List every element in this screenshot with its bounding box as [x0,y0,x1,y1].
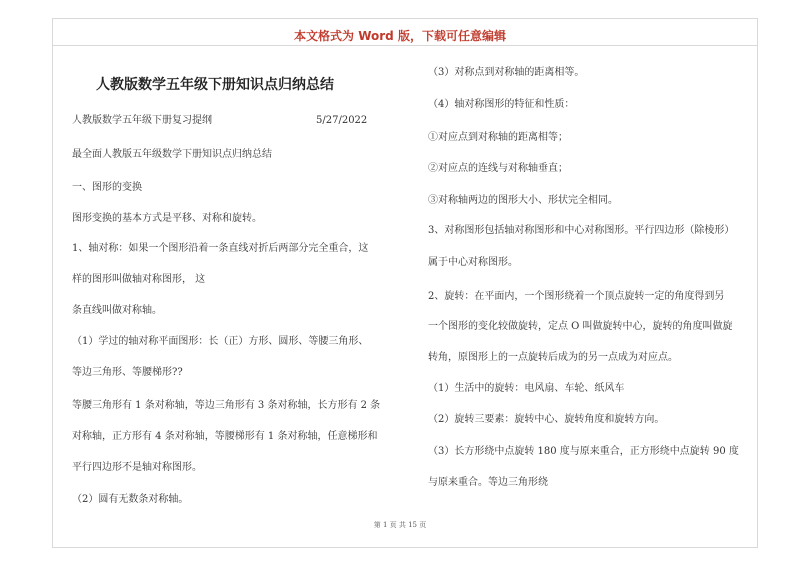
banner-divider [52,45,758,46]
right-text-line: （4）轴对称图形的特征和性质： [428,99,575,110]
document-subtitle: 人教版数学五年级下册复习提纲 [72,115,212,126]
left-text-line: 平行四边形不是轴对称图形。 [72,462,202,473]
banner-notice: 本文格式为 Word 版，下载可任意编辑 [294,29,506,43]
left-text-line: 对称轴，正方形有 4 条对称轴，等腰梯形有 1 条对称轴，任意梯形和 [72,431,378,442]
right-text-line: 与原来重合。等边三角形绕 [428,477,548,488]
right-text-line: 转角，原图形上的一点旋转后成为的另一点成为对应点。 [428,352,678,363]
right-text-line: 属于中心对称图形。 [428,257,518,268]
left-text-line: 等边三角形、等腰梯形?? [72,367,183,378]
left-text-line: 最全面人教版五年级数学下册知识点归纳总结 [72,149,272,160]
right-text-line: 3、对称图形包括轴对称图形和中心对称图形。平行四边形（除棱形） [428,225,735,236]
right-text-line: ③对称轴两边的图形大小、形状完全相同。 [428,195,618,206]
right-text-line: （1）生活中的旋转：电风扇、车轮、纸风车 [428,383,625,394]
right-text-line: （2）旋转三要素：旋转中心、旋转角度和旋转方向。 [428,414,665,425]
left-text-line: 一、图形的变换 [72,182,142,193]
right-text-line: 一个图形的变化较做旋转，定点 O 叫做旋转中心，旋转的角度叫做旋 [428,321,733,332]
page-number: 第 1 页 共 15 页 [373,521,427,529]
left-text-line: （1）学过的轴对称平面图形：长（正）方形、圆形、等腰三角形、 [72,336,369,347]
left-text-line: 样的图形叫做轴对称图形， 这 [72,274,206,285]
right-text-line: （3）对称点到对称轴的距离相等。 [428,67,585,78]
left-text-line: 图形变换的基本方式是平移、对称和旋转。 [72,213,262,224]
left-text-line: 条直线叫做对称轴。 [72,305,162,316]
right-text-line: 2、旋转：在平面内，一个图形绕着一个顶点旋转一定的角度得到另 [428,291,725,302]
left-text-line: 等腰三角形有 1 条对称轴，等边三角形有 3 条对称轴，长方形有 2 条 [72,400,381,411]
right-text-line: ①对应点到对称轴的距离相等； [428,132,568,143]
right-text-line: ②对应点的连线与对称轴垂直； [428,163,568,174]
document-date: 5/27/2022 [316,115,368,126]
left-text-line: 1、轴对称：如果一个图形沿着一条直线对折后两部分完全重合，这 [72,243,369,254]
left-text-line: （2）圆有无数条对称轴。 [72,494,189,505]
right-text-line: （3）长方形绕中点旋转 180 度与原来重合，正方形绕中点旋转 90 度 [428,446,739,457]
document-title: 人教版数学五年级下册知识点归纳总结 [96,77,334,93]
